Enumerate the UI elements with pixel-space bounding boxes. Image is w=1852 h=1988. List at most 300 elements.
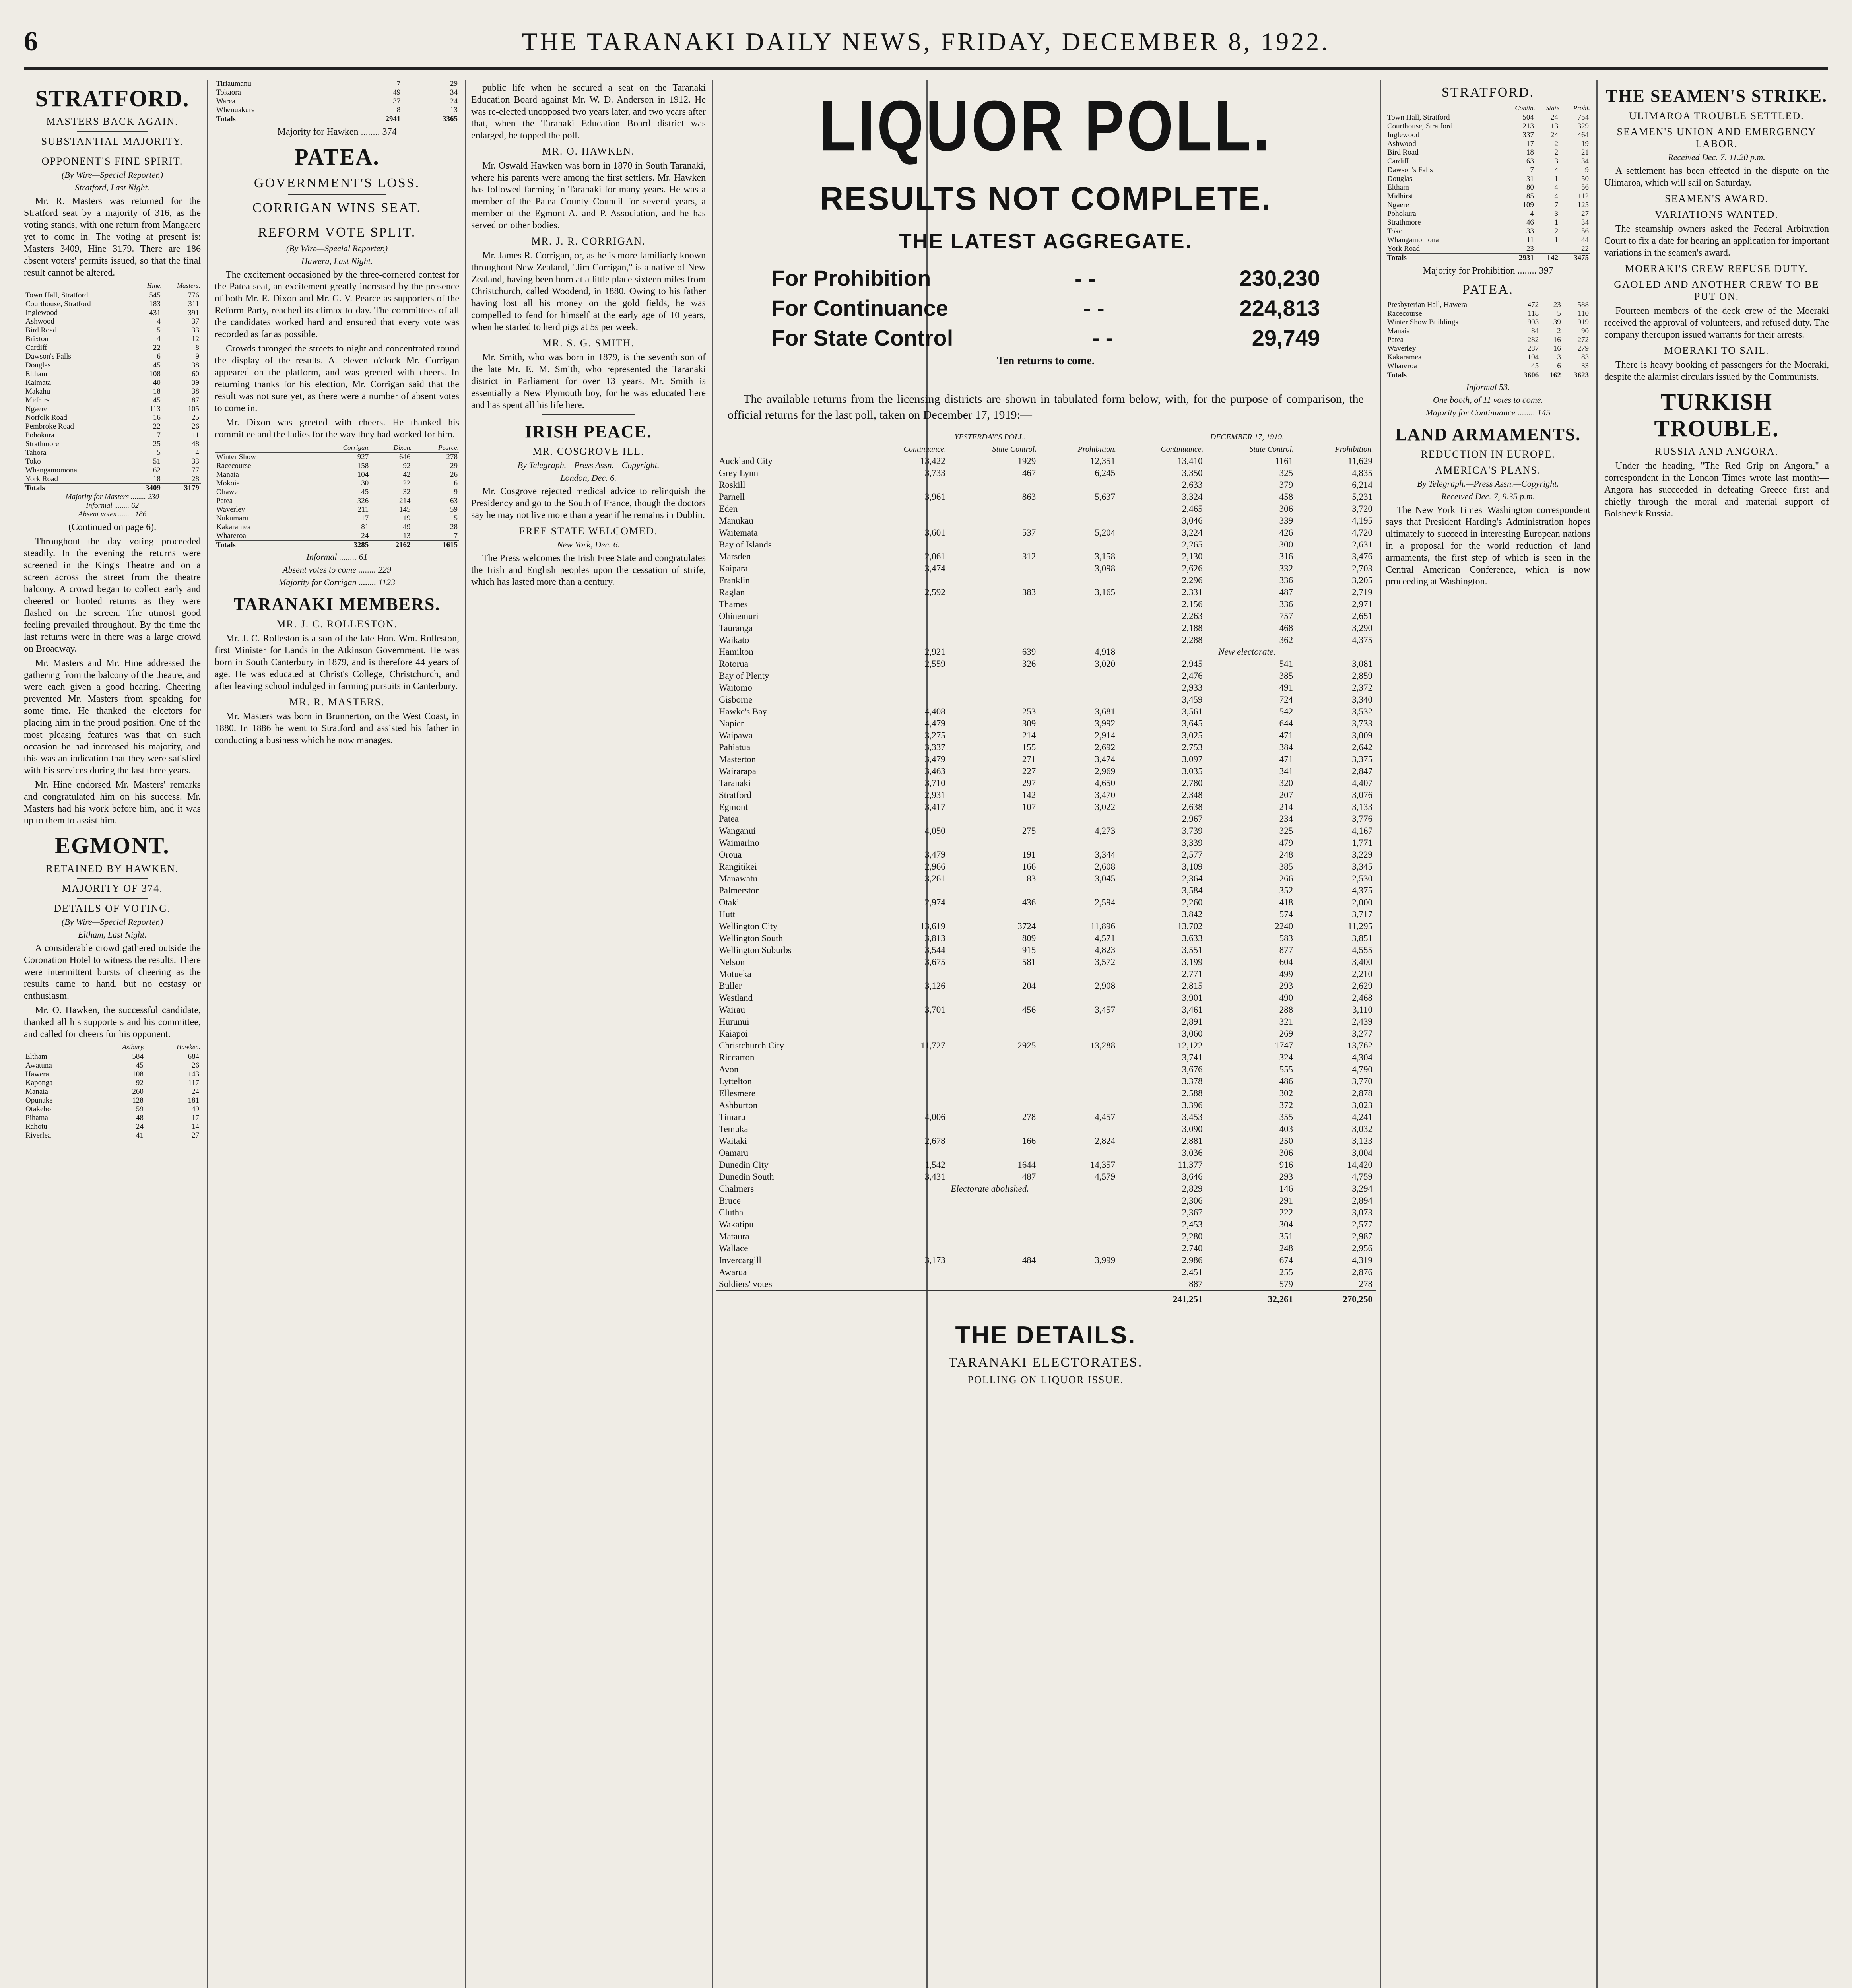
table-row <box>24 361 201 370</box>
cell-value: 4 <box>1554 166 1558 174</box>
cell-value: 4,457 <box>1095 1112 1116 1122</box>
row-label: Stratford <box>719 790 751 800</box>
cell-value: 260 <box>132 1087 144 1096</box>
cell-value: 472 <box>1527 301 1539 309</box>
cell-value: 29 <box>450 462 458 470</box>
cell-value: 887 <box>1189 1279 1203 1289</box>
cell-value: 2,306 <box>1182 1196 1203 1206</box>
patea-subhead: CORRIGAN WINS SEAT. <box>252 200 422 215</box>
table-header <box>716 443 861 456</box>
cell-value: 3,901 <box>1182 993 1203 1003</box>
cell-value: 11,377 <box>1178 1160 1203 1170</box>
seamen-subhead: SEAMEN'S UNION AND EMERGENCY LABOR. <box>1617 126 1817 149</box>
cell-value: 19 <box>1581 140 1589 148</box>
cell-value: 2,608 <box>1095 862 1116 872</box>
cell-value <box>861 1291 949 1305</box>
cell-value: 56 <box>1581 183 1589 192</box>
cell-value: 3,561 <box>1182 707 1203 716</box>
row-label: Racecourse <box>1387 309 1422 318</box>
rule <box>542 414 635 415</box>
row-label: Bay of Plenty <box>719 671 769 681</box>
aggregate-row <box>716 295 1376 321</box>
cell-value: 2,592 <box>925 587 945 597</box>
table-header: State <box>1536 103 1560 113</box>
cell-value: 3,474 <box>925 563 945 573</box>
cell-value: 3,717 <box>1352 909 1372 919</box>
cell-value: 183 <box>149 300 161 308</box>
cell-value: 491 <box>1279 683 1293 693</box>
cell-value: 312 <box>1022 551 1036 561</box>
table-row <box>24 1087 201 1096</box>
table-row <box>716 491 1376 503</box>
table-row <box>716 527 1376 539</box>
cell-value <box>949 1242 1039 1254</box>
cell-value: 3,417 <box>925 802 945 812</box>
table-header: Continuance. <box>903 445 946 454</box>
cell-value <box>949 563 1039 575</box>
cell-value: 2,966 <box>925 862 945 872</box>
cell-value: 23 <box>1526 245 1534 253</box>
row-label: Hamilton <box>719 647 753 657</box>
cell-value: 3365 <box>402 115 459 124</box>
cell-value: 2,914 <box>1095 730 1116 740</box>
cell-value: 11,727 <box>920 1041 945 1050</box>
cell-value: 104 <box>357 470 369 479</box>
row-label: Wakatipu <box>719 1219 754 1229</box>
table-row <box>716 944 1376 956</box>
cell-value: 486 <box>1279 1076 1293 1086</box>
cell-value: 8 <box>195 344 199 352</box>
cell-value: 85 <box>1526 192 1534 200</box>
cell-value: 3,060 <box>1182 1029 1203 1039</box>
cell-value: 39 <box>1553 318 1561 326</box>
cell-value: 7 <box>454 532 458 540</box>
article-paragraph: public life when he secured a seat on the Taranaki Education Board against Mr. W. D. Anderson in 1912. He was re-elected unopposed two years later, and two years after that, when the Taranaki Education Board district was enlarged, he topped the poll. <box>471 83 706 141</box>
cell-value: 3,710 <box>925 778 945 788</box>
cell-value <box>1039 1147 1118 1159</box>
cell-value: 604 <box>1279 957 1293 967</box>
cell-value: 24 <box>136 1122 144 1131</box>
cell-value: 2,364 <box>1182 874 1203 883</box>
cell-value: 3,572 <box>1095 957 1116 967</box>
article-paragraph: Mr. Smith, who was born in 1879, is the seventh son of the late Mr. E. M. Smith, who represented the Taranaki district in Parliament for over 13 years. Mr. Smith is essentially a New Plymouth boy, for he was educated here and has spent all his life here. <box>471 352 706 410</box>
table-row <box>24 352 201 361</box>
table-row <box>24 300 201 309</box>
cell-value: 309 <box>1022 718 1036 728</box>
cell-value: 45 <box>361 488 369 496</box>
table-row <box>24 387 201 396</box>
row-label: Totals <box>1386 371 1512 380</box>
cell-value: 2,933 <box>1182 683 1203 693</box>
patea-results-table <box>215 443 459 549</box>
cell-value: 14 <box>192 1122 199 1131</box>
cell-value: 288 <box>1279 1005 1293 1015</box>
cell-value: 468 <box>1279 623 1293 633</box>
cell-value: 644 <box>1279 718 1293 728</box>
cell-value: 2,633 <box>1182 480 1203 490</box>
row-label: Avon <box>719 1064 739 1074</box>
row-label: Masterton <box>719 754 756 764</box>
cell-value: 2,931 <box>925 790 945 800</box>
cell-value: 542 <box>1279 707 1293 716</box>
cell-value: 490 <box>1279 993 1293 1003</box>
cell-value <box>861 1076 949 1087</box>
cell-value: 2,188 <box>1182 623 1203 633</box>
cell-value <box>861 610 949 622</box>
cell-value: 3,350 <box>1182 468 1203 478</box>
cell-value: Electorate abolished. <box>951 1184 1029 1194</box>
cell-value: 3,646 <box>1182 1172 1203 1182</box>
newspaper-title: THE TARANAKI DAILY NEWS, FRIDAY, DECEMBER 8, 1922. <box>522 27 1330 56</box>
row-label: Ellesmere <box>719 1088 755 1098</box>
table-row <box>24 1105 201 1114</box>
table-row <box>1386 218 1590 227</box>
cell-value: 80 <box>1526 183 1534 192</box>
egmont-results-table <box>24 1043 201 1140</box>
cell-value: 17 <box>192 1114 199 1122</box>
table-row <box>716 1147 1376 1159</box>
table-row <box>215 97 459 106</box>
cell-value <box>1039 1064 1118 1076</box>
cell-value: 2,847 <box>1352 766 1372 776</box>
table-row <box>716 813 1376 825</box>
cell-value: 3,813 <box>925 933 945 943</box>
cell-value: 385 <box>1279 671 1293 681</box>
cell-value: 3,544 <box>925 945 945 955</box>
cell-value: 3,098 <box>1095 563 1116 573</box>
cell-value: 38 <box>192 387 199 396</box>
row-label: Patea <box>216 497 233 505</box>
cell-value: 355 <box>1279 1112 1293 1122</box>
table-note: Absent votes to come ........ 229 <box>282 565 392 575</box>
row-label: Strathmore <box>25 440 59 448</box>
cell-value: 3,633 <box>1182 933 1203 943</box>
row-label: Toko <box>25 457 41 466</box>
cell-value <box>949 1291 1039 1305</box>
cell-value: 2,631 <box>1352 540 1372 549</box>
cell-value: 3 <box>1557 353 1561 361</box>
cell-value: 2941 <box>345 115 402 124</box>
cell-value: 3,046 <box>1182 516 1203 526</box>
cell-value <box>949 1123 1039 1135</box>
table-row <box>1386 301 1590 309</box>
cell-value: 110 <box>1578 309 1589 318</box>
cell-value: 146 <box>1279 1184 1293 1194</box>
cell-value <box>1039 503 1118 515</box>
cell-value: 3,025 <box>1182 730 1203 740</box>
table-row <box>716 515 1376 527</box>
cell-value: 44 <box>1581 236 1589 244</box>
cell-value: 2,703 <box>1352 563 1372 573</box>
details-heading: THE DETAILS. <box>955 1322 1136 1349</box>
table-row <box>24 405 201 414</box>
cell-value: 2,945 <box>1182 659 1203 669</box>
table-row <box>1386 344 1590 353</box>
cell-value <box>1039 634 1118 646</box>
cell-value: 545 <box>149 291 161 299</box>
article-paragraph: Under the heading, "The Red Grip on Angora," a correspondent in the London Times wrote last month:—Angora has succeeded in defeating Greece first and chiefly through the moral and material support of Bolshevik Russia. <box>1604 461 1829 519</box>
cell-value: 83 <box>1027 874 1036 883</box>
table-row <box>1386 183 1590 192</box>
cell-value: 211 <box>357 505 369 514</box>
cell-value: New electorate. <box>1218 647 1276 657</box>
cell-value: 287 <box>1527 344 1539 353</box>
cell-value: 213 <box>1522 122 1534 130</box>
table-row <box>24 448 201 457</box>
table-row <box>215 523 459 532</box>
cell-value: 2,971 <box>1352 599 1372 609</box>
cell-value: 3,453 <box>1182 1112 1203 1122</box>
cell-value: 4,167 <box>1352 826 1372 836</box>
table-row <box>215 453 459 462</box>
row-label: Mokoia <box>216 479 240 487</box>
row-label: Oamaru <box>719 1148 749 1158</box>
table-row <box>716 1231 1376 1242</box>
row-label: Winter Show <box>216 453 256 461</box>
cell-value <box>949 837 1039 849</box>
cell-value: 3,551 <box>1182 945 1203 955</box>
cell-value: 41 <box>136 1131 144 1140</box>
cell-value: 2931 <box>1501 254 1536 263</box>
table-row <box>716 1123 1376 1135</box>
cell-value: 5,231 <box>1352 492 1372 502</box>
cell-value: 3,022 <box>1095 802 1116 812</box>
row-label: Totals <box>24 484 133 493</box>
table-row <box>716 1278 1376 1291</box>
cell-value: 6 <box>1557 362 1561 370</box>
cell-value: 4,273 <box>1095 826 1116 836</box>
cell-value: 2,468 <box>1352 993 1372 1003</box>
cell-value: 4,408 <box>925 707 945 716</box>
cell-value: 2162 <box>370 541 412 550</box>
table-row <box>215 514 459 523</box>
cell-value: 3,701 <box>925 1005 945 1015</box>
cell-value: 403 <box>1279 1124 1293 1134</box>
cell-value: 293 <box>1279 1172 1293 1182</box>
cell-value: 90 <box>1581 327 1589 335</box>
cell-value: 214 <box>1022 730 1036 740</box>
cell-value: 4,555 <box>1352 945 1372 955</box>
cell-value: 29 <box>450 80 458 88</box>
row-label: Manaia <box>25 1087 48 1096</box>
cell-value: 2,974 <box>925 897 945 907</box>
seamen-subhead: ULIMAROA TROUBLE SETTLED. <box>1629 110 1804 122</box>
table-row <box>24 466 201 475</box>
cell-value: 33 <box>1526 227 1534 235</box>
cell-value: 4,579 <box>1095 1172 1116 1182</box>
byline: By Telegraph.—Press Assn.—Copyright. <box>517 460 660 470</box>
cell-value: 33 <box>1581 362 1589 370</box>
table-row <box>716 1076 1376 1087</box>
cell-value: 5,204 <box>1095 528 1116 538</box>
row-label: Otaki <box>719 897 740 907</box>
row-label: Ngaere <box>25 405 47 413</box>
cell-value <box>1039 1052 1118 1064</box>
cell-value: 3,733 <box>925 468 945 478</box>
cell-value <box>949 1016 1039 1028</box>
row-label: Ohinemuri <box>719 611 759 621</box>
cell-value: 372 <box>1279 1100 1293 1110</box>
cell-value: 3606 <box>1512 371 1540 380</box>
cell-value: 1,542 <box>925 1160 945 1170</box>
cell-value: 2,967 <box>1182 814 1203 824</box>
cell-value: 2,130 <box>1182 551 1203 561</box>
cell-value <box>861 885 949 897</box>
land-subhead: AMERICA'S PLANS. <box>1435 464 1541 476</box>
cell-value: 3409 <box>133 484 162 493</box>
cell-value: 1,771 <box>1352 838 1372 848</box>
taranaki-electorates-heading: TARANAKI ELECTORATES. <box>948 1355 1143 1370</box>
cell-value: 2925 <box>1017 1041 1036 1050</box>
cell-value: 13,288 <box>1090 1041 1116 1050</box>
cell-value: 2,881 <box>1182 1136 1203 1146</box>
table-row <box>24 475 201 484</box>
cell-value: 2,453 <box>1182 1219 1203 1229</box>
row-label: Tahora <box>25 448 47 457</box>
table-row <box>716 1254 1376 1266</box>
table-note: Informal ........ 62 <box>86 501 139 510</box>
article-paragraph: Mr. O. Hawken, the successful candidate, thanked all his supporters and his committee, and called for cheers for his opponent. <box>24 1005 201 1039</box>
row-label: Wellington Suburbs <box>719 945 792 955</box>
table-row <box>1386 227 1590 236</box>
row-label: Wellington City <box>719 921 778 931</box>
cell-value: 4,720 <box>1352 528 1372 538</box>
cell-value: 81 <box>361 523 369 531</box>
row-label: Whenuakura <box>216 106 255 114</box>
cell-value <box>949 503 1039 515</box>
cell-value: 3,158 <box>1095 551 1116 561</box>
cell-value: 155 <box>1022 742 1036 752</box>
cell-value <box>949 1266 1039 1278</box>
cell-value: 326 <box>1022 659 1036 669</box>
row-label: Taranaki <box>719 778 751 788</box>
table-row <box>716 837 1376 849</box>
cell-value <box>949 634 1039 646</box>
cell-value: 3285 <box>309 541 370 550</box>
cell-value: 3 <box>1554 157 1558 165</box>
table-row <box>716 551 1376 563</box>
cell-value: 83 <box>1581 353 1589 361</box>
cell-value: 4,006 <box>925 1112 945 1122</box>
cell-value: 3,396 <box>1182 1100 1203 1110</box>
cell-value <box>1039 885 1118 897</box>
row-label: Totals <box>215 115 345 124</box>
table-header <box>24 281 133 291</box>
cell-value: 2,859 <box>1352 671 1372 681</box>
cell-value <box>1039 1242 1118 1254</box>
row-label: Waitomo <box>719 683 752 693</box>
cell-value: 3,081 <box>1352 659 1372 669</box>
rule <box>288 194 386 195</box>
cell-value: 3,023 <box>1352 1100 1372 1110</box>
table-header: Prohi. <box>1560 103 1590 113</box>
cell-value: 4,650 <box>1095 778 1116 788</box>
cell-value: 31 <box>1526 175 1534 183</box>
article-paragraph: The steamship owners asked the Federal Arbitration Court to fix a date for hearing an application for important variations in the seamen's award. <box>1604 224 1829 258</box>
table-note: Informal ........ 61 <box>306 552 368 562</box>
column-divider <box>207 80 208 1988</box>
row-label: Eden <box>719 504 738 514</box>
cell-value: 59 <box>136 1105 144 1113</box>
cell-value <box>949 885 1039 897</box>
cell-value: 59 <box>450 505 458 514</box>
table-header: Continuance. <box>1161 445 1204 454</box>
table-total-row <box>215 541 459 550</box>
cell-value: 2,465 <box>1182 504 1203 514</box>
cell-value: 4,195 <box>1352 516 1372 526</box>
table-row <box>1386 353 1590 362</box>
cell-value: 2,753 <box>1182 742 1203 752</box>
column-patea <box>215 80 459 1988</box>
cell-value: 326 <box>357 497 369 505</box>
table-row <box>1386 122 1590 131</box>
cell-value: 1615 <box>412 541 459 550</box>
article-paragraph: Crowds thronged the streets to-night and concentrated round the display of the results. At eleven o'clock Mr. Corrigan appeared on the platform, and was greeted with cheers. In returning thanks for his election, Mr. Corrigan said that the result was not sure yet, as there were a number of absent votes to come in. <box>215 344 459 414</box>
cell-value <box>1039 1207 1118 1219</box>
row-label: Whangamomona <box>1387 236 1439 244</box>
cell-value: 3,123 <box>1352 1136 1372 1146</box>
table-header: Dixon. <box>370 443 412 453</box>
cell-value <box>949 598 1039 610</box>
table-row <box>24 396 201 405</box>
row-label: Waverley <box>1387 344 1416 353</box>
cell-value: 341 <box>1279 766 1293 776</box>
row-label: Patea <box>1387 336 1404 344</box>
cell-value <box>1039 1076 1118 1087</box>
cell-value <box>861 1147 949 1159</box>
table-row <box>1386 309 1590 318</box>
cell-value: 2 <box>1557 327 1561 335</box>
table-total-row <box>215 115 459 124</box>
table-note: Majority for Continuance ........ 145 <box>1425 408 1551 417</box>
cell-value: 2 <box>1554 148 1558 157</box>
table-row <box>1386 236 1590 245</box>
cell-value: 4 <box>1530 210 1534 218</box>
aggregate-value: 29,749 <box>1252 325 1320 350</box>
table-note-row <box>24 493 201 501</box>
masthead-rule <box>24 67 1828 70</box>
table-row <box>24 370 201 379</box>
cell-value: 499 <box>1279 969 1293 979</box>
row-label: Totals <box>1386 254 1501 263</box>
row-label: Soldiers' votes <box>719 1279 772 1289</box>
article-paragraph: Mr. J. C. Rolleston is a son of the late Hon. Wm. Rolleston, first Minister for Lands in the Atkinson Government. He was born in South Canterbury in 1879, and is therefore 44 years of age. He was educated at Christ's College, Christchurch, and after leaving school indulged in farming pursuits in Canterbury. <box>215 633 459 691</box>
cell-value <box>949 1052 1039 1064</box>
stratford-liquor-table <box>1386 103 1590 262</box>
cell-value: 63 <box>450 497 458 505</box>
cell-value <box>861 1278 949 1291</box>
cell-value: 2,439 <box>1352 1017 1372 1027</box>
cell-value: 2,638 <box>1182 802 1203 812</box>
cell-value: 3,020 <box>1095 659 1116 669</box>
dateline: Eltham, Last Night. <box>78 930 147 940</box>
cell-value: 34 <box>1581 157 1589 165</box>
table-row <box>716 575 1376 586</box>
cell-value: 23 <box>1553 301 1561 309</box>
table-row <box>716 849 1376 861</box>
cell-value <box>861 694 949 706</box>
rule <box>77 898 148 899</box>
moeraki-subhead: GAOLED AND ANOTHER CREW TO BE PUT ON. <box>1614 279 1819 302</box>
egmont-heading: EGMONT. <box>55 833 170 858</box>
cell-value: 332 <box>1279 563 1293 573</box>
cell-value: 809 <box>1022 933 1036 943</box>
cell-value <box>1039 610 1118 622</box>
cell-value: 3,457 <box>1095 1005 1116 1015</box>
row-label: Rangitikei <box>719 862 757 872</box>
cell-value: 63 <box>1526 157 1534 165</box>
cell-value: 181 <box>188 1096 199 1105</box>
